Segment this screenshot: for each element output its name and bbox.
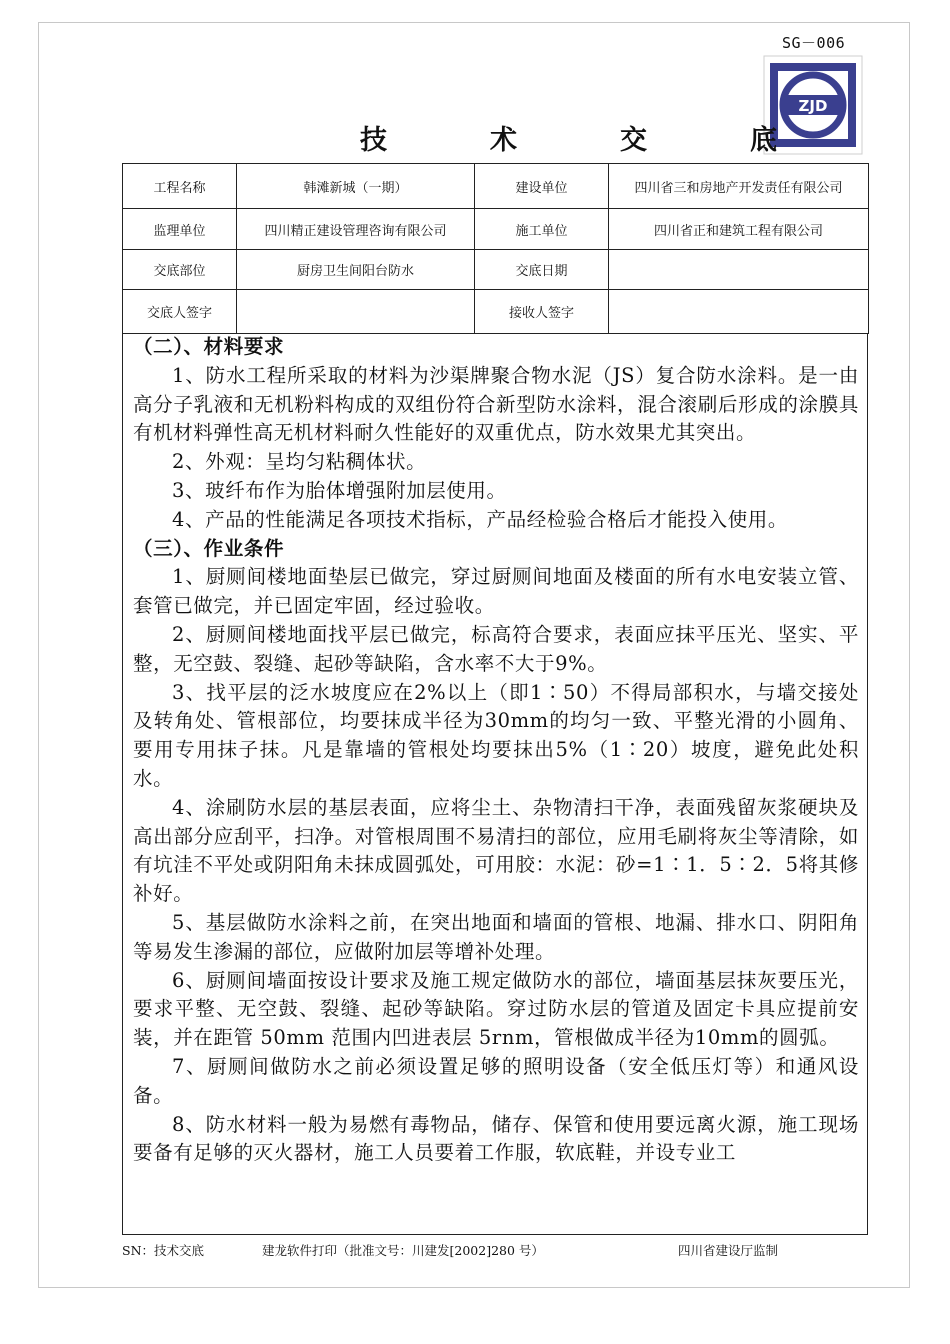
- conditions-item: 1、厨厕间楼地面垫层已做完，穿过厨厕间地面及楼面的所有水电安装立管、套管已做完，并已固定牢固，经过验收。: [133, 565, 859, 618]
- project-name-value: 韩滩新城（一期）: [237, 164, 475, 209]
- supervisor-value: 四川精正建设管理咨询有限公司: [237, 209, 475, 250]
- part-value: 厨房卫生间阳台防水: [237, 250, 475, 290]
- date-value: [609, 250, 869, 290]
- conditions-item: 3、找平层的泛水坡度应在2%以上（即1∶50）不得局部积水，与墙交接处及转角处、管根部位，均要抹成半径为30mm的均匀一致、平整光滑的小圆角、要用专用抹子抹。凡是靠墙的管根处均要抹出5%（1∶20）坡度，避免此处积水。: [133, 680, 859, 790]
- conditions-item: 2、厨厕间楼地面找平层已做完，标高符合要求，表面应抹平压光、坚实、平整，无空鼓、裂缝、起砂等缺陷，含水率不大于9%。: [133, 622, 859, 675]
- footer-authority: 四川省建设厅监制: [678, 1243, 779, 1258]
- materials-item: 1、防水工程所采取的材料为沙渠牌聚合物水泥（JS）复合防水涂料。是一由高分子乳液和无机粉料构成的双组份符合新型防水涂料，混合滚刷后形成的涂膜具有机材料弹性高无机材料耐久性能好的双重优点，防水效果尤其突出。: [133, 363, 859, 445]
- info-row: [123, 164, 869, 209]
- page-title: 技 术 交 底: [360, 125, 815, 156]
- giver-signature-value: [237, 290, 475, 334]
- form-code: SG－006: [782, 34, 846, 52]
- receiver-signature-value: [609, 290, 869, 334]
- project-info-table: [122, 163, 869, 334]
- materials-item: 2、外观：呈均匀粘稠体状。: [172, 450, 427, 474]
- content-box: [122, 333, 868, 1235]
- conditions-heading: （三）、作业条件: [133, 536, 285, 560]
- materials-heading: （二）、材料要求: [133, 335, 285, 358]
- info-row: [123, 209, 869, 250]
- conditions-item: 6、厨厕间墙面按设计要求及施工规定做防水的部位，墙面基层抹灰要压光，要求平整、无空鼓、裂缝、起砂等缺陷。穿过防水层的管道及固定卡具应提前安装，并在距管 50mm 范围内凹进表层 5rnm，管根做成半径为10mm的圆弧。: [133, 968, 859, 1050]
- receiver-signature-label: 接收人签字: [475, 290, 609, 334]
- supervisor-label: 监理单位: [123, 209, 237, 250]
- content-text: [123, 333, 867, 1168]
- logo-text: ZJD: [798, 97, 828, 115]
- conditions-item: 4、涂刷防水层的基层表面，应将尘土、杂物清扫干净，表面残留灰浆硬块及高出部分应刮平，扫净。对管根周围不易清扫的部位，应用毛刷将灰尘等清除，如有坑洼不平处或阴阳角未抹成圆弧处，可用胶：水泥：砂=1∶1．5∶2．5将其修补好。: [133, 795, 859, 906]
- conditions-item: 5、基层做防水涂料之前，在突出地面和墙面的管根、地漏、排水口、阴阳角等易发生渗漏的部位，应做附加层等增补处理。: [133, 910, 859, 963]
- project-name-label: 工程名称: [123, 164, 237, 209]
- materials-item: 3、玻纤布作为胎体增强附加层使用。: [172, 478, 507, 502]
- materials-item: 4、产品的性能满足各项技术指标，产品经检验合格后才能投入使用。: [172, 507, 789, 531]
- logo-bar-right: [848, 63, 856, 147]
- footer-sn: SN：技术交底: [122, 1243, 205, 1258]
- conditions-item: 7、厨厕间做防水之前必须设置足够的照明设备（安全低压灯等）和通风设备。: [133, 1054, 859, 1107]
- contractor-label: 施工单位: [475, 209, 609, 250]
- part-label: 交底部位: [123, 250, 237, 290]
- date-label: 交底日期: [475, 250, 609, 290]
- logo-bar-top: [770, 63, 856, 71]
- info-row: [123, 250, 869, 290]
- conditions-item: 8、防水材料一般为易燃有毒物品，储存、保管和使用要远离火源，施工现场要备有足够的灭火器材，施工人员要着工作服，软底鞋，并设专业工: [133, 1112, 859, 1165]
- footer-printer: 建龙软件打印（批准文号：川建发[2002]280 号）: [262, 1243, 544, 1258]
- contractor-value: 四川省正和建筑工程有限公司: [609, 209, 869, 250]
- giver-signature-label: 交底人签字: [123, 290, 237, 334]
- builder-label: 建设单位: [475, 164, 609, 209]
- builder-value: 四川省三和房地产开发责任有限公司: [609, 164, 869, 209]
- info-row: [123, 290, 869, 334]
